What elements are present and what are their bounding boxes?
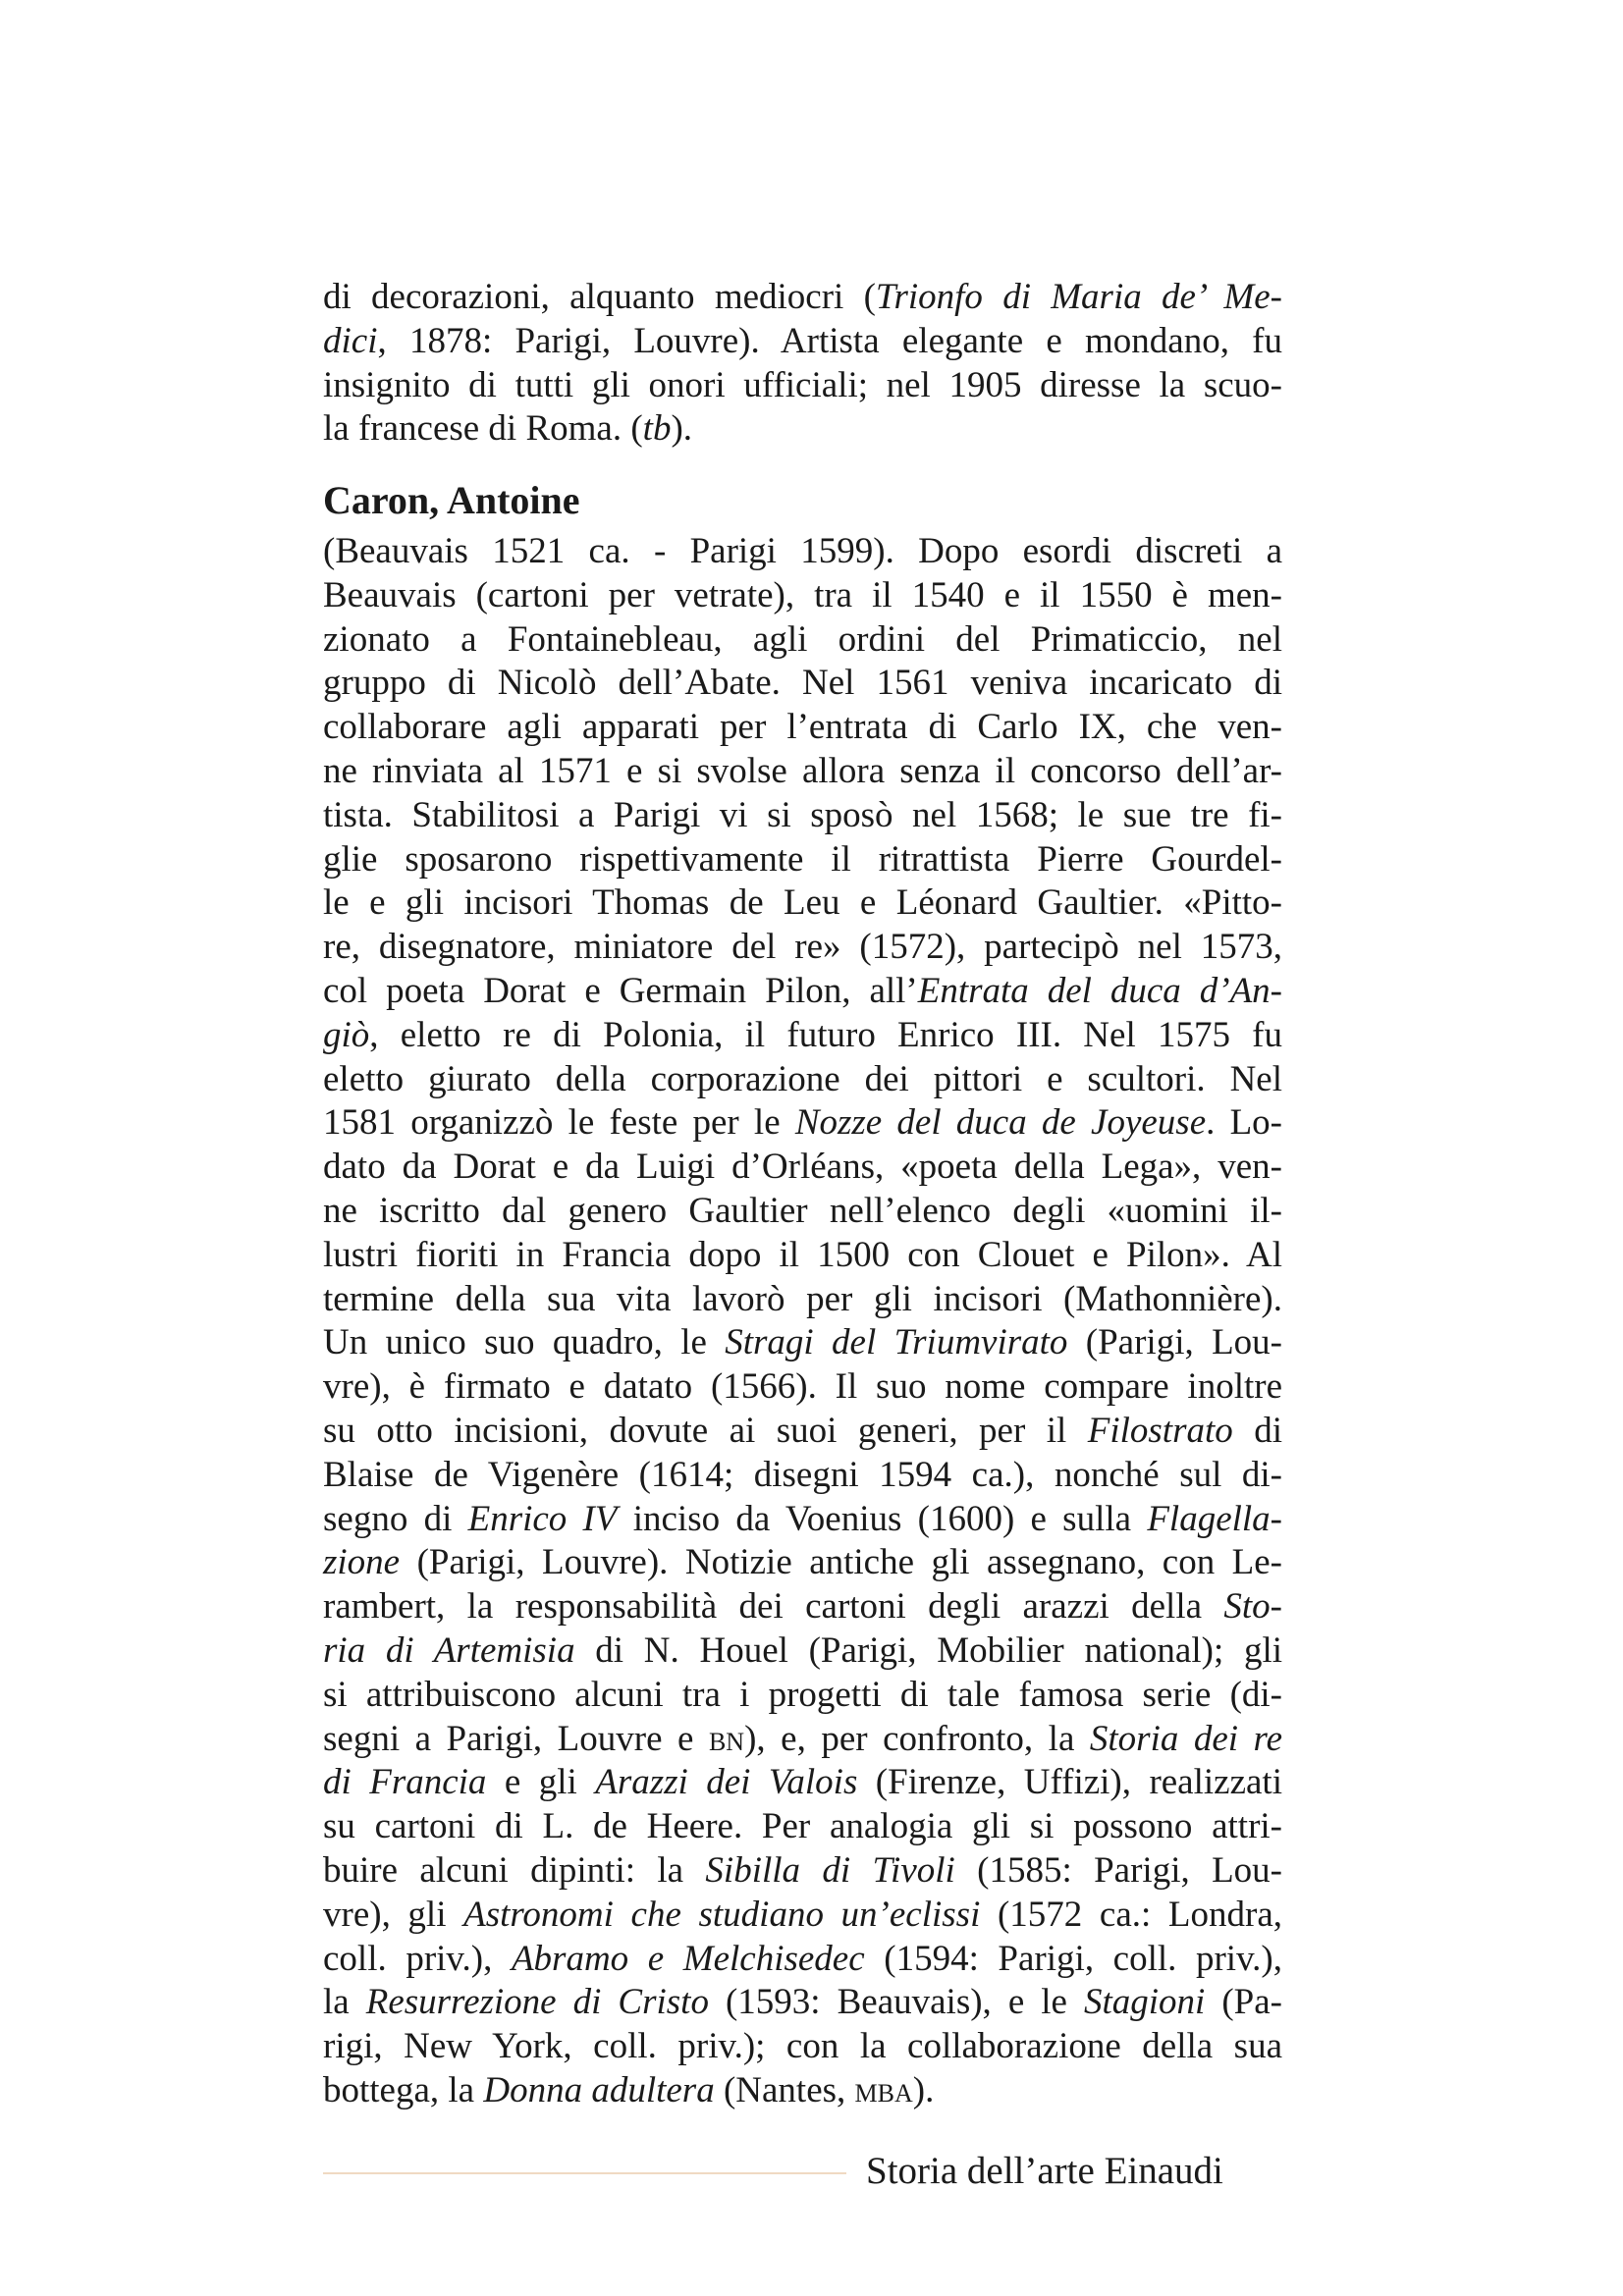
text-segment: di N. Houel (Parigi, Mobilier national); gli (574, 1629, 1283, 1671)
text-line (323, 1190, 1282, 1234)
italic-title: Filostrato (1087, 1410, 1233, 1451)
text-segment: ). (671, 408, 693, 450)
text-segment: ), e, per confronto, la (744, 1718, 1090, 1759)
intro-paragraph (323, 276, 1282, 452)
text-line (323, 2069, 1282, 2113)
italic-title: Donna adultera (483, 2069, 715, 2110)
text-segment: buire alcuni dipinti: la (323, 1849, 706, 1891)
text-segment: (Beauvais 1521 ca. - Parigi 1599). Dopo esordi discreti a (323, 531, 1282, 571)
text-segment: (Parigi, Louvre). Notizie antiche gli assegnano, con Le- (400, 1542, 1282, 1583)
text-line (323, 1234, 1282, 1278)
text-line (323, 364, 1282, 408)
italic-title: dici (323, 320, 378, 361)
text-line (323, 1761, 1282, 1805)
text-line (323, 618, 1282, 663)
text-segment: col poeta Dorat e Germain Pilon, all’ (323, 970, 918, 1011)
text-segment: ). (912, 2069, 935, 2110)
text-line (323, 1674, 1282, 1718)
text-segment: vre), gli (323, 1894, 464, 1935)
text-line (323, 706, 1282, 750)
italic-title: Nozze del duca de Joyeuse (794, 1102, 1207, 1144)
text-segment: (1572 ca.: Londra, (980, 1894, 1283, 1935)
italic-title: Astronomi che studiano un’eclissi (463, 1894, 981, 1935)
text-segment: di (1232, 1410, 1283, 1451)
italic-title: Entrata del duca d’An- (917, 970, 1282, 1011)
text-segment: vre), è firmato e datato (1566). Il suo nome compare inoltre (323, 1366, 1282, 1408)
text-line (323, 320, 1282, 364)
text-segment: ne rinviata al 1571 e si svolse allora senza il concorso dell’ar- (323, 750, 1282, 791)
text-segment: (1594: Parigi, coll. priv.), (864, 1938, 1282, 1979)
footer-label: Storia dell’arte Einaudi (866, 2150, 1223, 2192)
text-line (323, 881, 1282, 926)
text-line (323, 276, 1282, 320)
footer-rule (323, 2172, 846, 2174)
text-segment: di decorazioni, alquanto mediocri ( (323, 277, 876, 317)
italic-title: tb (642, 408, 672, 450)
text-segment: re, disegnatore, miniatore del re» (1572), partecipò nel 1573, (323, 927, 1282, 968)
italic-title: Stagioni (1084, 1982, 1206, 2023)
italic-title: zione (323, 1542, 401, 1583)
italic-title: Resurrezione di Cristo (365, 1982, 709, 2023)
text-line (323, 926, 1282, 970)
text-segment: , eletto re di Polonia, il futuro Enrico III. Nel 1575 fu (369, 1014, 1282, 1055)
text-line (323, 1849, 1282, 1894)
text-segment: (1593: Beauvais), e le (708, 1982, 1084, 2023)
text-segment: lustri fioriti in Francia dopo il 1500 con Clouet e Pilon». Al (323, 1234, 1282, 1275)
text-line (323, 1541, 1282, 1585)
text-line (323, 794, 1282, 838)
text-segment: si attribuiscono alcuni tra i progetti di tale famosa serie (di- (323, 1674, 1282, 1715)
text-segment: inciso da Voenius (1600) e sulla (617, 1498, 1148, 1539)
text-segment: Blaise de Vigenère (1614; disegni 1594 ca.), nonché sul di- (323, 1454, 1282, 1495)
text-segment: le e gli incisori Thomas de Leu e Léonard Gaultier. «Pitto- (323, 882, 1282, 924)
text-segment: collaborare agli apparati per l’entrata di Carlo IX, che ven- (323, 707, 1282, 748)
text-segment: , 1878: Parigi, Louvre). Artista elegante e mondano, fu (377, 320, 1282, 361)
text-line (323, 1629, 1282, 1674)
italic-title: Arazzi dei Valois (595, 1762, 858, 1803)
text-line (323, 1101, 1282, 1146)
text-line (323, 1321, 1282, 1365)
text-segment: zionato a Fontainebleau, agli ordini del Primaticcio, nel (323, 618, 1282, 660)
italic-title: Stragi del Triumvirato (725, 1322, 1068, 1363)
text-line (323, 1805, 1282, 1849)
italic-title: Sibilla di Tivoli (705, 1849, 955, 1891)
italic-title: Storia dei re (1089, 1718, 1283, 1759)
text-segment: tista. Stabilitosi a Parigi vi si sposò nel 1568; le sue tre fi- (323, 794, 1282, 835)
italic-title: Sto- (1223, 1586, 1282, 1628)
text-line (323, 1498, 1282, 1542)
text-line (323, 2025, 1282, 2069)
text-segment: 1581 organizzò le feste per le (323, 1102, 795, 1144)
text-segment: (Pa- (1205, 1982, 1283, 2023)
text-segment: glie sposarono rispettivamente il ritrattista Pierre Gourdel- (323, 838, 1282, 880)
text-segment: rigi, New York, coll. priv.); con la collaborazione della sua (323, 2026, 1282, 2067)
text-segment: (Nantes, (714, 2069, 855, 2110)
text-segment: ne iscritto dal genero Gaultier nell’elenco degli «uomini il- (323, 1190, 1282, 1231)
italic-title: ria di Artemisia (323, 1629, 575, 1671)
text-segment: coll. priv.), (323, 1938, 512, 1979)
text-segment: bottega, la (323, 2069, 484, 2110)
text-line (323, 1410, 1282, 1454)
italic-title: Trionfo di Maria de’ Me- (875, 277, 1282, 317)
entry-body (323, 530, 1282, 2113)
text-segment: la (323, 1982, 366, 2023)
text-segment: e gli (486, 1762, 596, 1803)
text-segment: su otto incisioni, dovute ai suoi generi, per il (323, 1410, 1088, 1451)
text-line (323, 1981, 1282, 2025)
italic-title: di Francia (323, 1762, 487, 1803)
text-line (323, 530, 1282, 574)
abbreviation: bn (708, 1718, 745, 1759)
italic-title: Abramo e Melchisedec (511, 1938, 865, 1979)
entry-title: Caron, Antoine (323, 478, 580, 522)
text-line (323, 1585, 1282, 1629)
text-segment: la francese di Roma. ( (323, 408, 643, 450)
text-segment: (1585: Parigi, Lou- (954, 1849, 1283, 1891)
text-segment: Beauvais (cartoni per vetrate), tra il 1540 e il 1550 è men- (323, 574, 1282, 615)
text-segment: rambert, la responsabilità dei cartoni degli arazzi della (323, 1586, 1224, 1628)
text-line (323, 1894, 1282, 1938)
text-segment: Un unico suo quadro, le (323, 1322, 726, 1363)
text-line (323, 1058, 1282, 1102)
text-segment: (Parigi, Lou- (1067, 1322, 1282, 1363)
text-segment: segno di (323, 1498, 468, 1539)
text-line (323, 750, 1282, 794)
text-line (323, 407, 1282, 452)
text-line (323, 574, 1282, 618)
text-segment: dato da Dorat e da Luigi d’Orléans, «poeta della Lega», ven- (323, 1147, 1282, 1188)
text-line (323, 1014, 1282, 1058)
text-segment: su cartoni di L. de Heere. Per analogia gli si possono attri- (323, 1806, 1282, 1847)
text-segment: gruppo di Nicolò dell’Abate. Nel 1561 veniva incaricato di (323, 663, 1282, 704)
italic-title: giò (323, 1014, 370, 1055)
text-line (323, 1718, 1282, 1762)
text-line (323, 662, 1282, 706)
text-line (323, 970, 1282, 1014)
text-segment: (Firenze, Uffizi), realizzati (857, 1762, 1282, 1803)
text-segment: insignito di tutti gli onori ufficiali; nel 1905 diresse la scuo- (323, 364, 1282, 405)
text-line (323, 1938, 1282, 1982)
italic-title: Enrico IV (467, 1498, 618, 1539)
text-line (323, 1146, 1282, 1190)
text-segment: . Lo- (1206, 1102, 1282, 1144)
text-segment: termine della sua vita lavorò per gli incisori (Mathonnière). (323, 1278, 1282, 1319)
italic-title: Flagella- (1147, 1498, 1282, 1539)
text-segment: segni a Parigi, Louvre e (323, 1718, 709, 1759)
text-line (323, 1454, 1282, 1498)
text-line (323, 838, 1282, 882)
text-line (323, 1365, 1282, 1410)
text-segment: eletto giurato della corporazione dei pittori e scultori. Nel (323, 1058, 1282, 1099)
text-line (323, 1278, 1282, 1322)
abbreviation: mba (854, 2069, 913, 2110)
